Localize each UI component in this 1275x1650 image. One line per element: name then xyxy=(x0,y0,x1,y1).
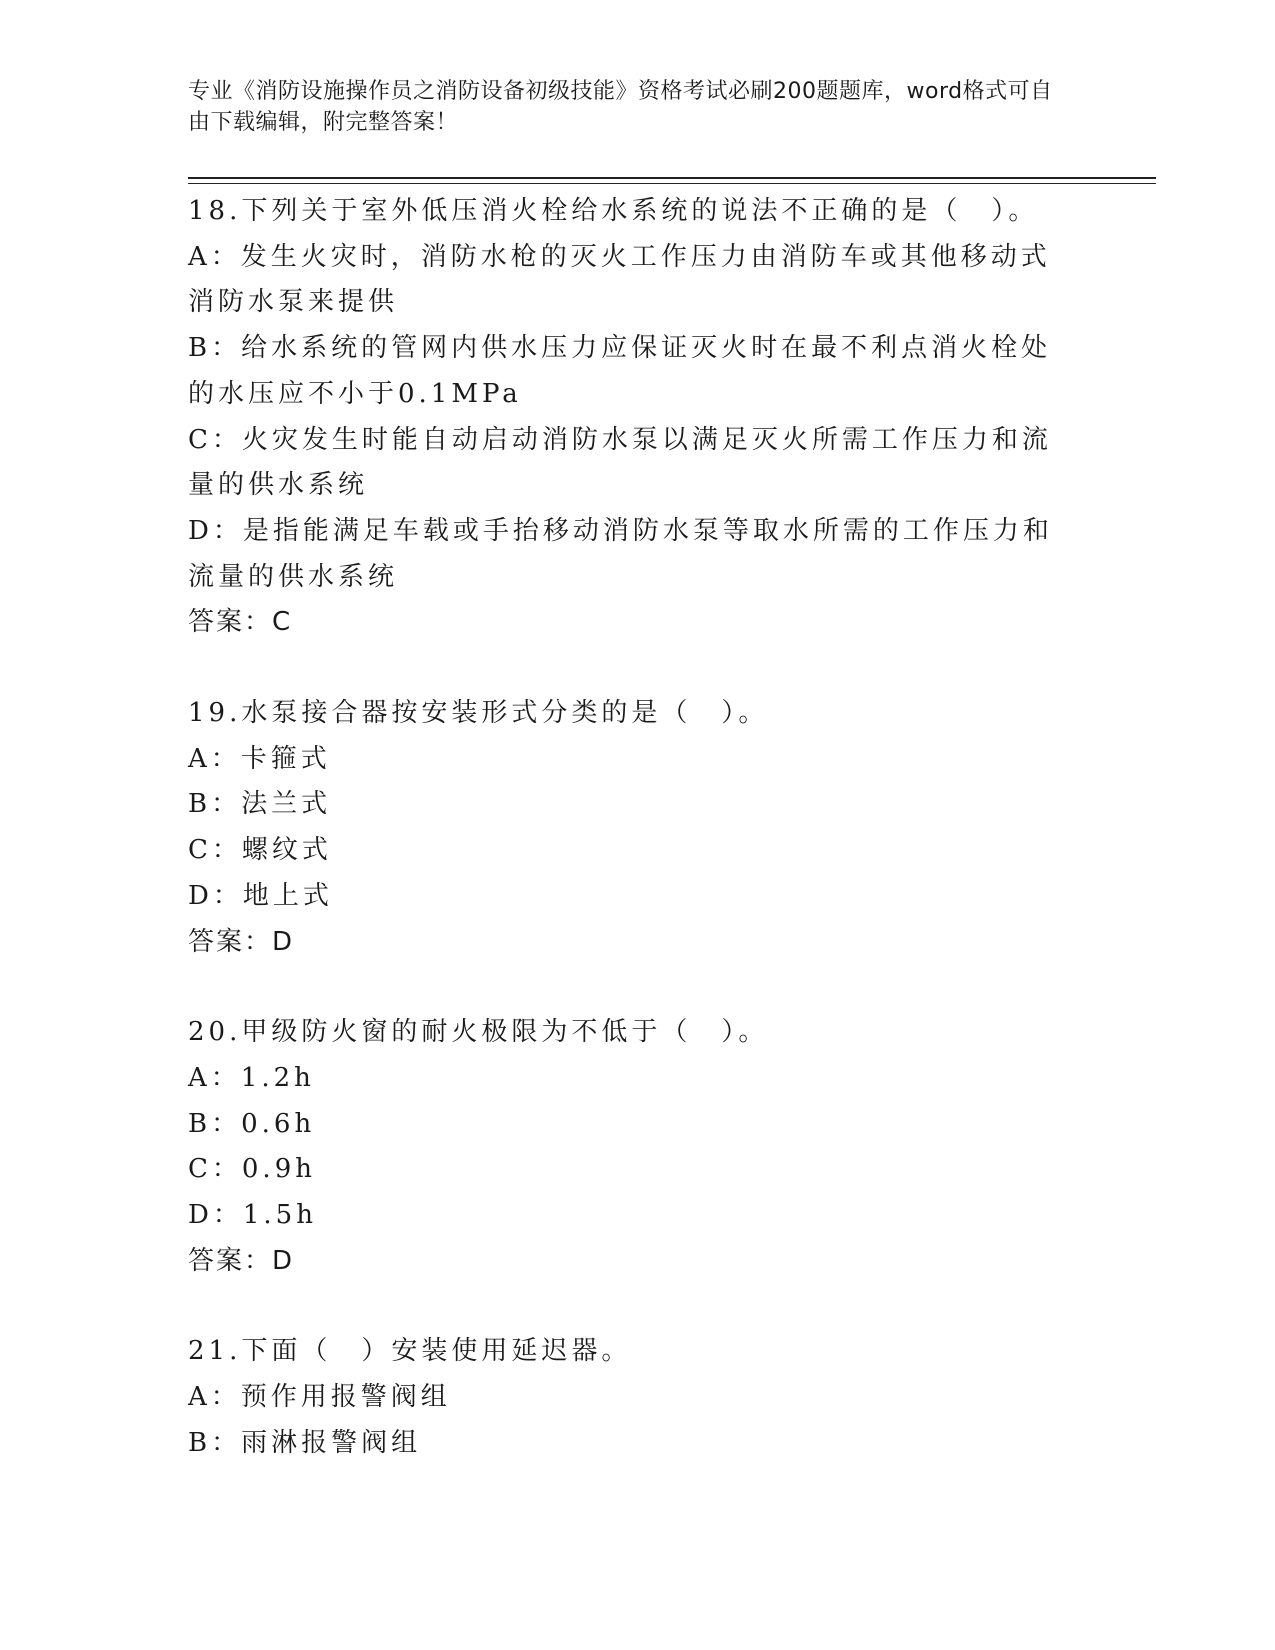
option-b: B：给水系统的管网内供水压力应保证灭火时在最不利点消火栓处的水压应不小于0.1MPa xyxy=(188,333,1052,409)
question-19 xyxy=(188,691,1078,965)
option-b: B：法兰式 xyxy=(188,789,332,820)
header-text: 专业《消防设施操作员之消防设备初级技能》资格考试必刷200题题库，word格式可自由下载编辑，附完整答案！ xyxy=(188,79,1053,135)
question-stem: 21.下面（ ）安装使用延迟器。 xyxy=(188,1336,632,1367)
option-a: A：1.2h xyxy=(188,1062,315,1093)
option-c: C：0.9h xyxy=(188,1154,316,1185)
document-header xyxy=(188,76,1068,138)
option-b: B：雨淋报警阀组 xyxy=(188,1427,422,1458)
option-c: C：火灾发生时能自动启动消防水泵以满足灭火所需工作压力和流量的供水系统 xyxy=(188,424,1052,501)
option-d: D：地上式 xyxy=(188,880,333,911)
answer: 答案：D xyxy=(188,1245,295,1276)
question-18 xyxy=(188,189,1078,646)
question-stem: 20.甲级防火窗的耐火极限为不低于（ ）。 xyxy=(188,1017,769,1048)
header-divider-thin xyxy=(188,183,1156,184)
option-c: C：螺纹式 xyxy=(188,835,332,866)
question-stem: 18.下列关于室外低压消火栓给水系统的说法不正确的是（ ）。 xyxy=(188,196,1039,226)
option-d: D：是指能满足车载或手抬移动消防水泵等取水所需的工作压力和流量的供水系统 xyxy=(188,515,1053,592)
question-stem: 19.水泵接合器按安装形式分类的是（ ）。 xyxy=(188,698,769,729)
question-20 xyxy=(188,1010,1078,1284)
option-a: A：卡箍式 xyxy=(188,743,331,774)
option-b: B：0.6h xyxy=(188,1108,316,1139)
option-d: D：1.5h xyxy=(188,1200,317,1231)
question-21 xyxy=(188,1329,1078,1466)
option-a: A：预作用报警阀组 xyxy=(188,1382,451,1413)
answer: 答案：C xyxy=(188,607,293,638)
option-a: A：发生火灾时，消防水枪的灭火工作压力由消防车或其他移动式消防水泵来提供 xyxy=(188,241,1051,318)
answer: 答案：D xyxy=(188,926,295,957)
question-list xyxy=(188,189,1078,1512)
header-divider-thick xyxy=(188,177,1156,179)
